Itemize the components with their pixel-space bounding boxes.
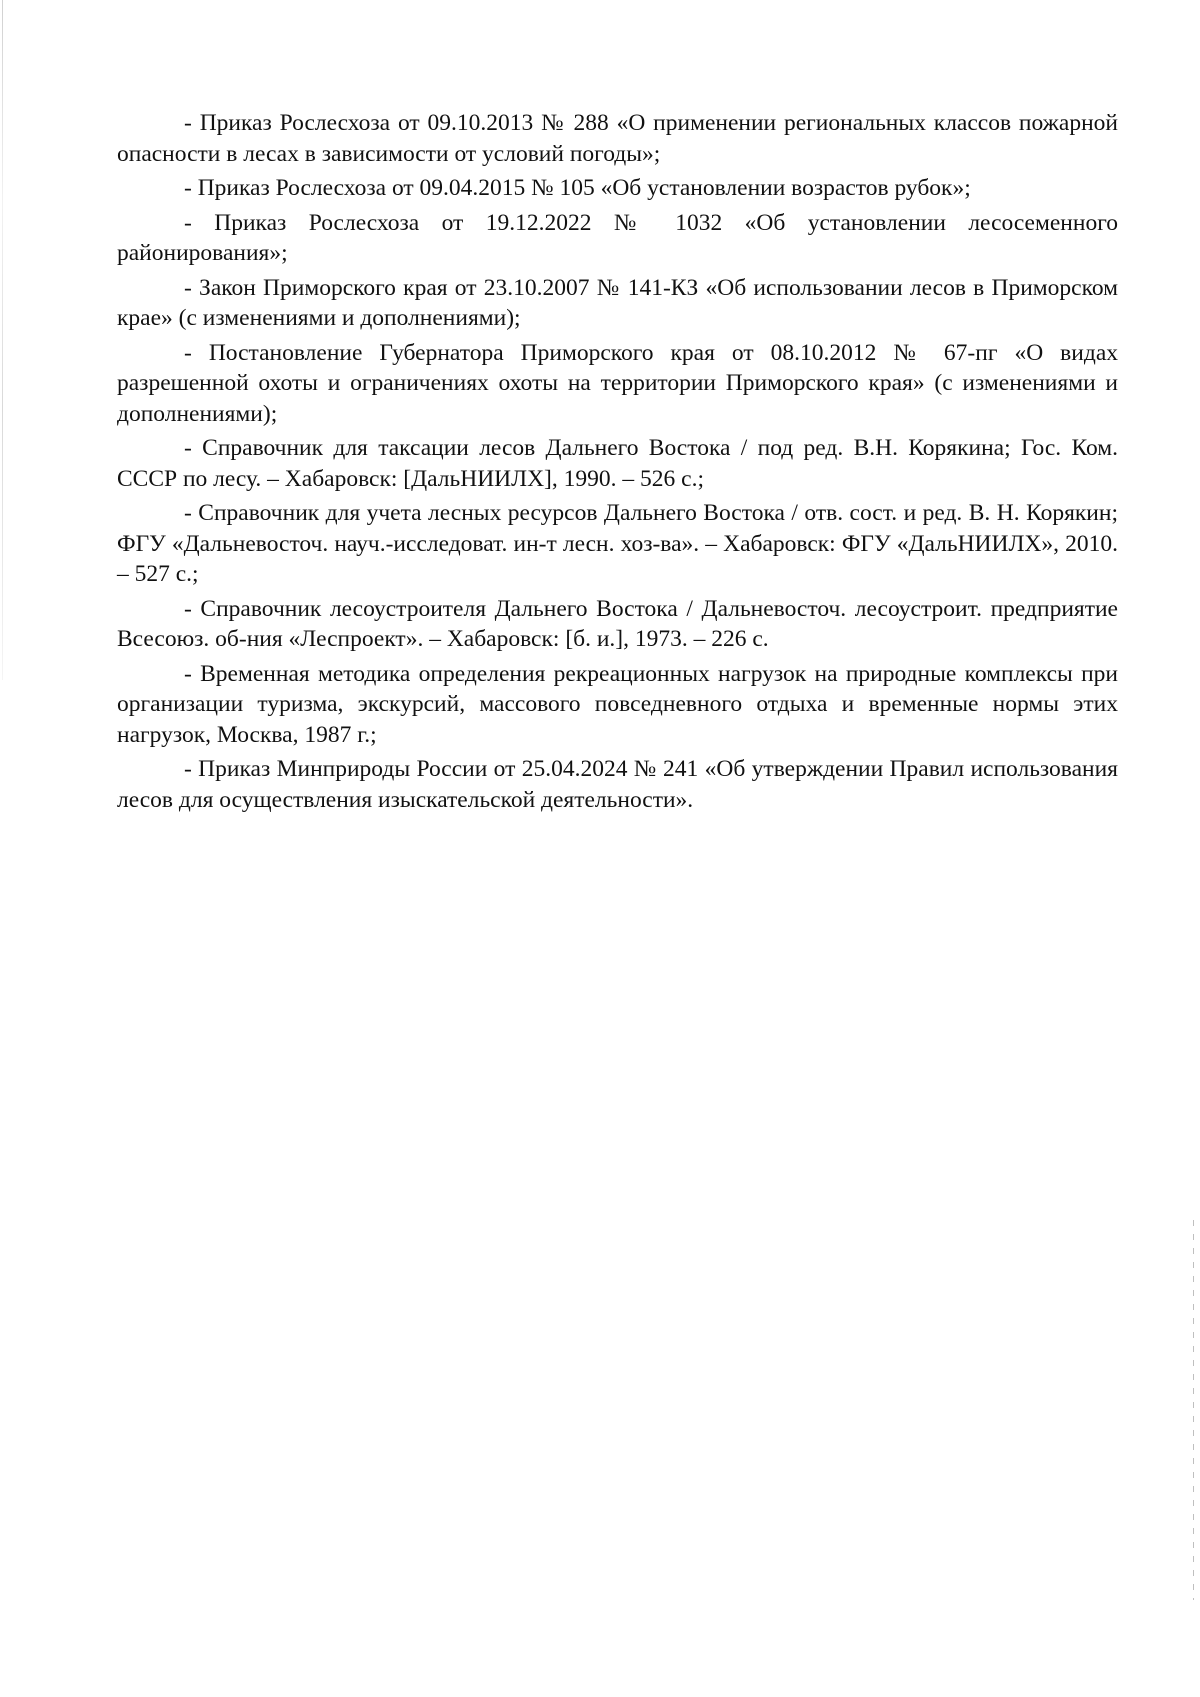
scan-edge-right	[1193, 1220, 1194, 1600]
list-item: - Справочник для таксации лесов Дальнего Востока / под ред. В.Н. Корякина; Гос. Ком. СССР по лесу. – Хабаровск: [ДальНИИЛХ], 1990. – 526 с.;	[117, 435, 1118, 492]
list-item: - Приказ Минприроды России от 25.04.2024 № 241 «Об утверждении Правил использования лесов для осуществления изыскательской деятельности».	[117, 756, 1118, 813]
list-item: - Приказ Рослесхоза от 09.04.2015 № 105 «Об установлении возрастов рубок»;	[184, 175, 971, 201]
list-item: - Приказ Рослесхоза от 19.12.2022 № 1032 «Об установлении лесосеменного районирования»;	[117, 209, 1118, 266]
list-item: - Постановление Губернатора Приморского края от 08.10.2012 № 67-пг «О видах разрешенной охоты и ограничениях охоты на территории Приморского края» (с изменениями и дополнениями);	[117, 339, 1118, 427]
list-item: - Справочник для учета лесных ресурсов Дальнего Востока / отв. сост. и ред. В. Н. Корякин; ФГУ «Дальневосточ. науч.-исследоват. ин-т лесн. хоз-ва». – Хабаровск: ФГУ «ДальНИИЛХ», 2010. – 527 с.;	[117, 500, 1118, 587]
list-item: - Приказ Рослесхоза от 09.10.2013 № 288 «О применении региональных классов пожарной опасности в лесах в зависимости от условий погоды»;	[117, 110, 1118, 167]
references-list	[117, 108, 1118, 819]
list-item: - Временная методика определения рекреационных нагрузок на природные комплексы при организации туризма, экскурсий, массового повседневного отдыха и временные нормы этих нагрузок, Москва, 1987 г.;	[117, 660, 1118, 748]
list-item: - Закон Приморского края от 23.10.2007 № 141-КЗ «Об использовании лесов в Приморском крае» (с изменениями и дополнениями);	[117, 274, 1118, 331]
list-item: - Справочник лесоустроителя Дальнего Востока / Дальневосточ. лесоустроит. предприятие Всесоюз. об-ния «Леспроект». – Хабаровск: [б. и.], 1973. – 226 с.	[117, 595, 1118, 652]
scan-edge-left	[2, 0, 3, 680]
